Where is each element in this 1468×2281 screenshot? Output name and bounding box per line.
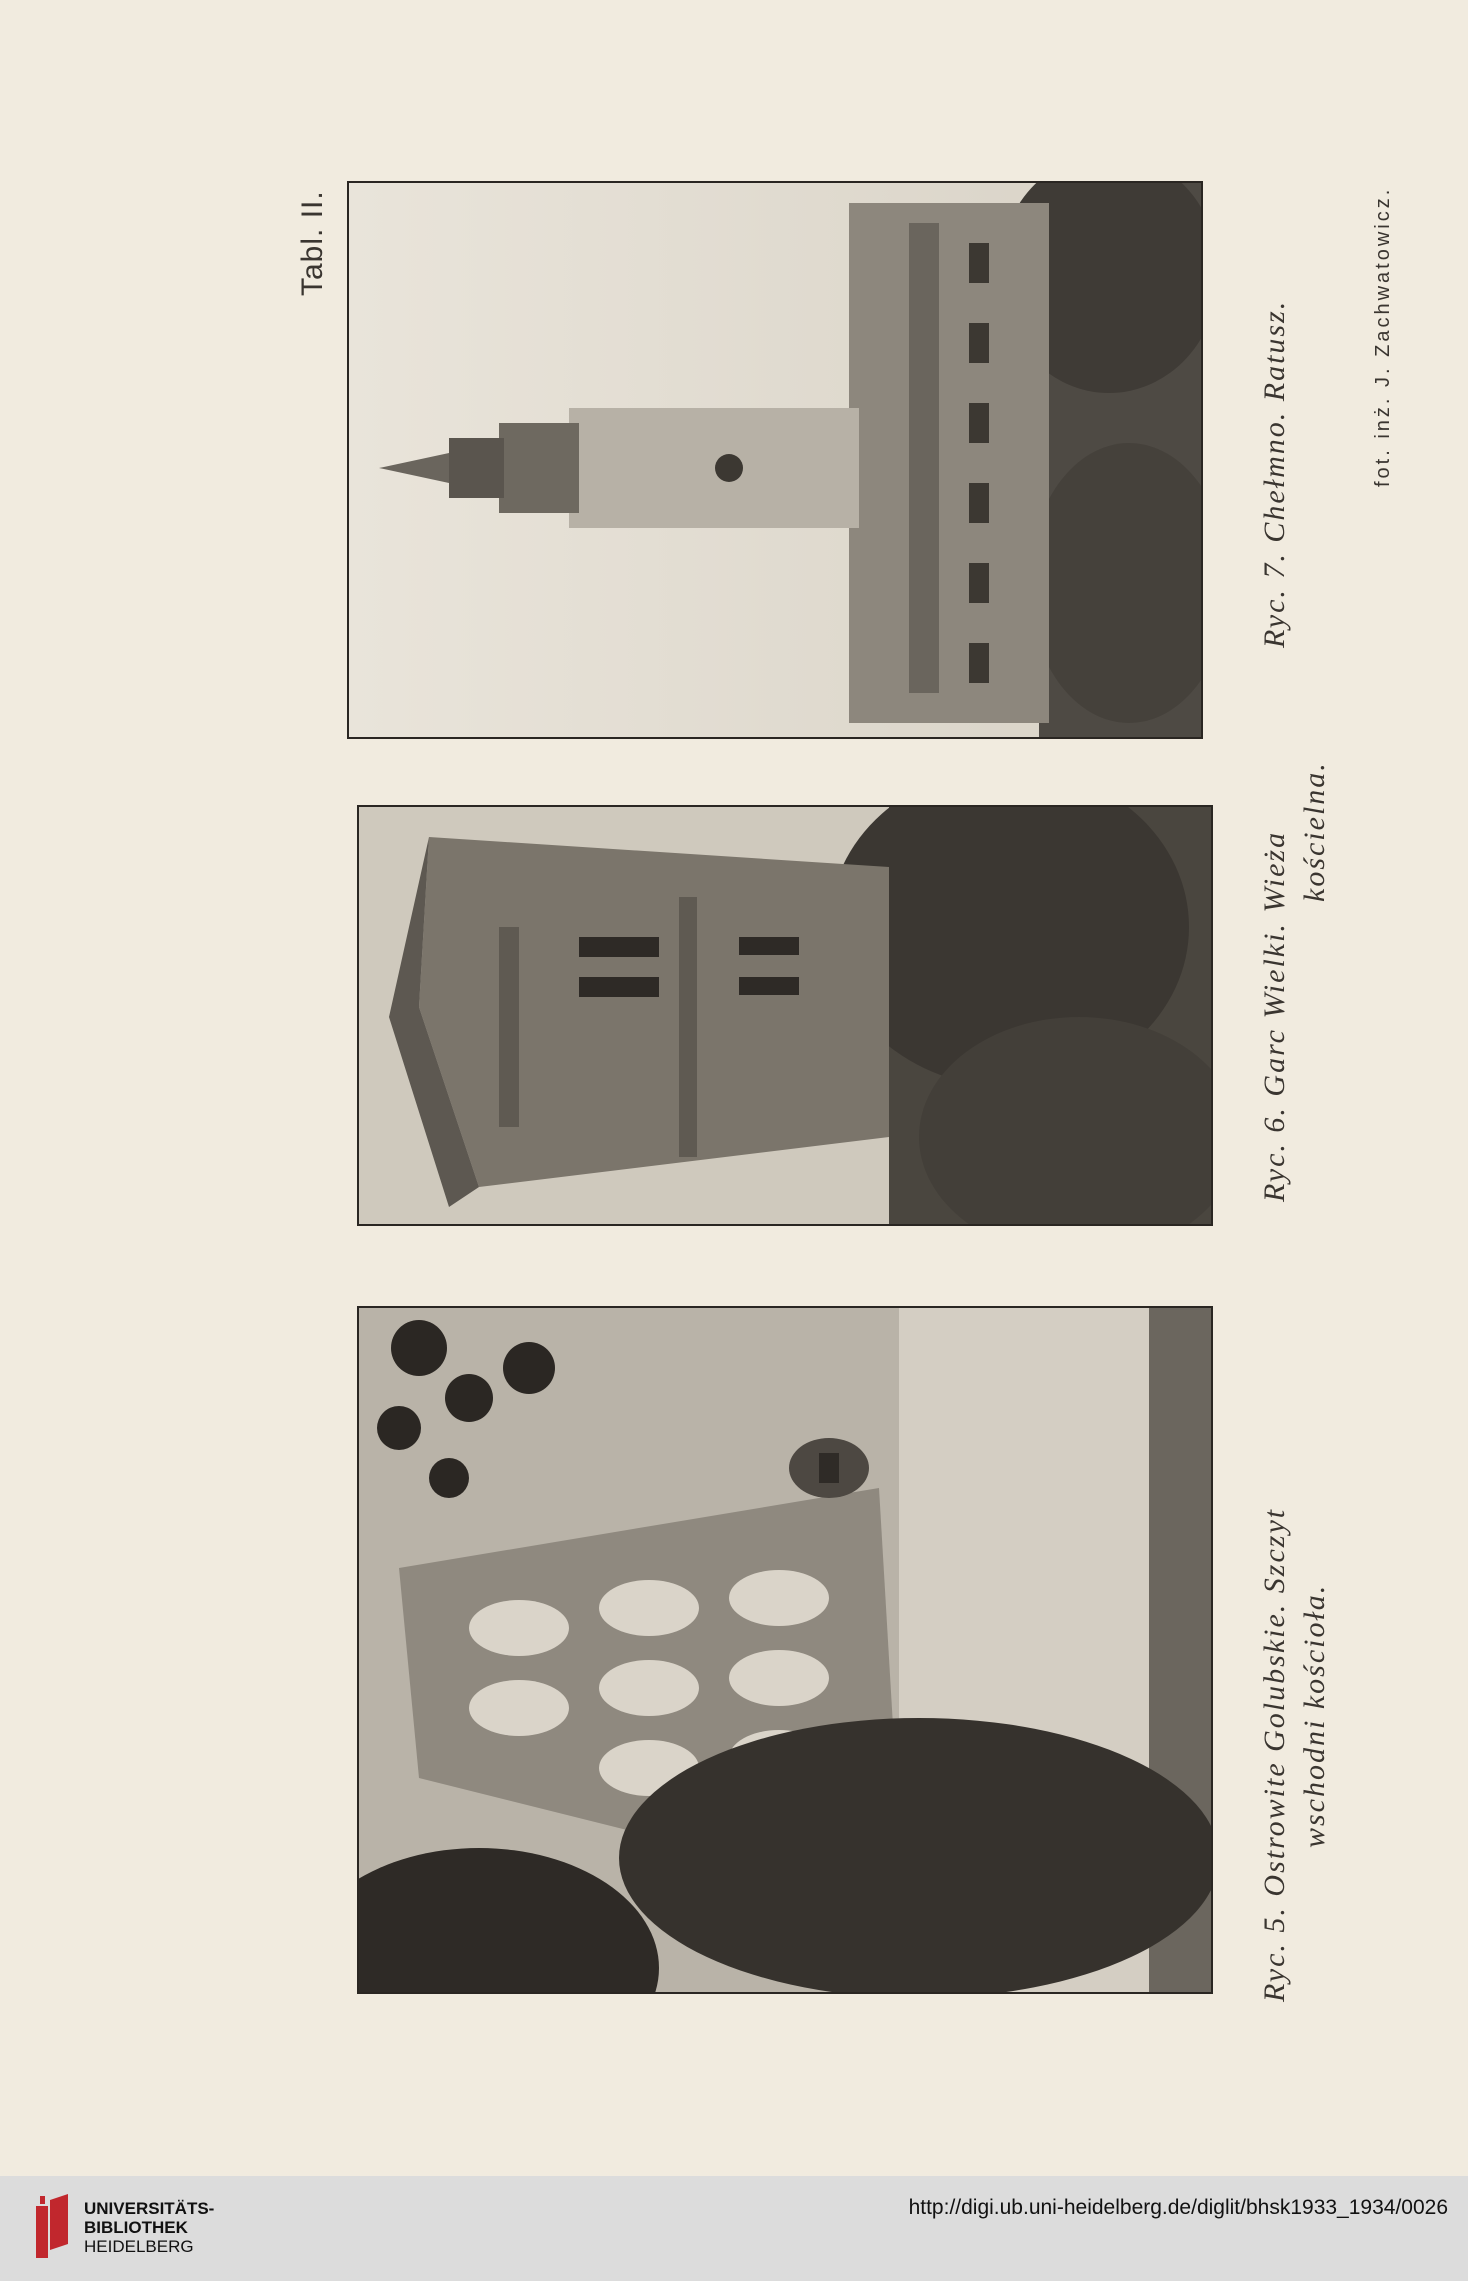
logo-line-1: UNIVERSITÄTS- bbox=[84, 2199, 215, 2218]
library-logo-icon[interactable] bbox=[34, 2192, 74, 2262]
logo-line-3: HEIDELBERG bbox=[84, 2237, 194, 2256]
caption-ryc-5-line2: wschodni kościoła. bbox=[1298, 1583, 1331, 1848]
plate-label: Tabl. II. bbox=[296, 190, 329, 296]
photo-credit: fot. inż. J. Zachwatowicz. bbox=[1372, 186, 1394, 487]
caption-ryc-6 bbox=[1255, 761, 1335, 1202]
footer-bar bbox=[0, 2176, 1468, 2281]
caption-ryc-7-line1: Ryc. 7. Chełmno. Ratusz. bbox=[1258, 299, 1291, 648]
caption-ryc-6-line2: kościelna. bbox=[1298, 761, 1331, 902]
caption-ryc-7 bbox=[1255, 300, 1295, 648]
library-logo-text[interactable] bbox=[84, 2199, 214, 2256]
caption-ryc-6-line1: Ryc. 6. Garc Wielki. Wieża bbox=[1258, 830, 1291, 1202]
source-url-link[interactable]: http://digi.ub.uni-heidelberg.de/diglit/bhsk1933_1934/0026 bbox=[908, 2196, 1448, 2219]
photo-ostrowite-gable bbox=[357, 1306, 1213, 1994]
photo-garc-wielki-tower bbox=[357, 805, 1213, 1226]
caption-ryc-5-line1: Ryc. 5. Ostrowite Golubskie. Szczyt bbox=[1258, 1507, 1291, 2002]
logo-line-2: BIBLIOTHEK bbox=[84, 2218, 188, 2237]
photo-chelmno-town-hall bbox=[347, 181, 1203, 739]
caption-ryc-5 bbox=[1255, 1508, 1335, 2002]
